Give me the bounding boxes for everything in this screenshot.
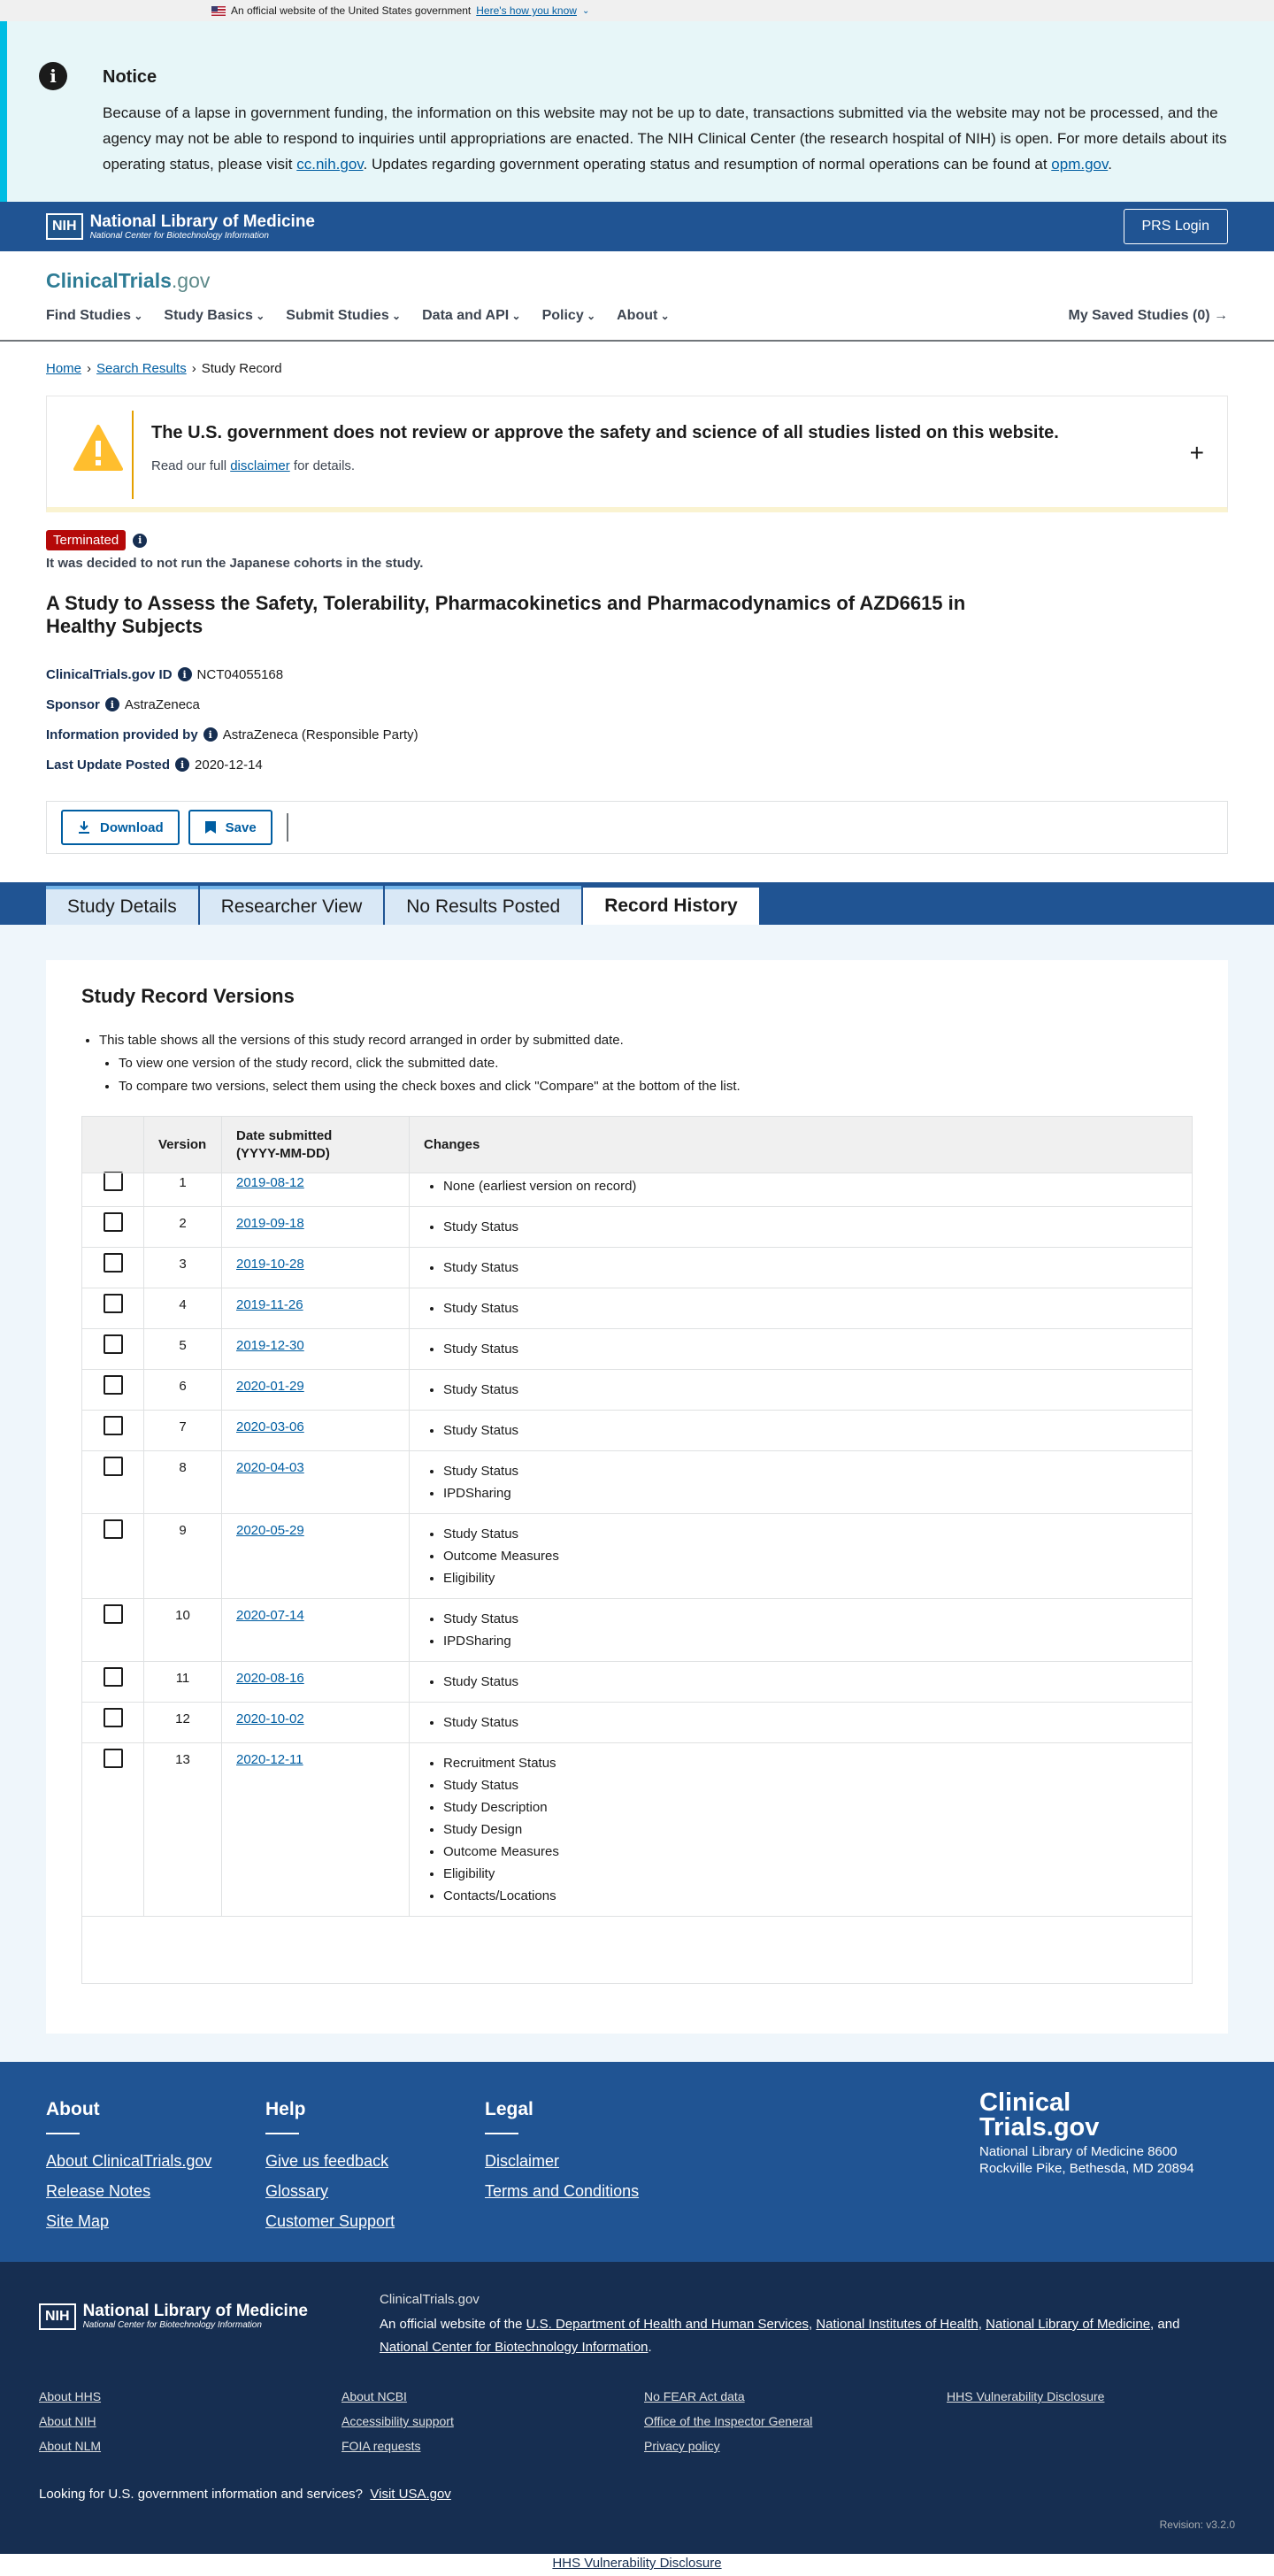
date-cell <box>222 1743 410 1917</box>
study-title: A Study to Assess the Safety, Tolerability, Pharmacokinetics and Pharmacodynamics of AZD6615 in Healthy Subjects <box>46 592 966 637</box>
change-item: • Outcome Measures <box>443 1841 1178 1863</box>
link-privacy[interactable]: Privacy policy <box>644 2439 720 2453</box>
date-cell <box>222 1207 410 1248</box>
tab-study-details[interactable]: Study Details <box>46 886 198 925</box>
info-icon[interactable]: i <box>133 534 147 548</box>
nlm-footer-logo[interactable] <box>39 2303 308 2330</box>
col-changes: Changes <box>410 1117 1193 1173</box>
compare-checkbox[interactable] <box>104 1375 123 1395</box>
changes-cell <box>410 1207 1193 1248</box>
changes-cell <box>410 1662 1193 1703</box>
compare-checkbox[interactable] <box>104 1294 123 1313</box>
change-item: • Outcome Measures <box>443 1545 1178 1567</box>
meta-row-sponsor <box>46 689 1228 719</box>
select-cell <box>82 1411 144 1451</box>
chevron-down-icon: ⌄ <box>581 5 590 16</box>
version-date-link[interactable]: 2019-11-26 <box>236 1297 303 1312</box>
table-row <box>82 1411 1193 1451</box>
footer-rule <box>485 2133 518 2134</box>
versions-table <box>81 1116 1193 1984</box>
change-item: • Study Status <box>443 1608 1178 1630</box>
breadcrumb-search-results[interactable]: Search Results <box>96 361 187 376</box>
table-row <box>82 1514 1193 1599</box>
tab-no-results-posted[interactable]: No Results Posted <box>385 886 581 925</box>
nih-logo-mark: NIH <box>39 2303 76 2330</box>
notice-title: Notice <box>103 67 157 87</box>
ncbi-link[interactable]: National Center for Biotechnology Information <box>380 2340 649 2355</box>
table-row <box>82 1451 1193 1514</box>
save-button[interactable] <box>188 810 272 845</box>
nih-link[interactable]: National Institutes of Health <box>816 2317 979 2332</box>
date-cell <box>222 1599 410 1662</box>
heres-how-you-know-link[interactable]: Here's how you know <box>476 4 577 17</box>
disclaimer-post: for details. <box>289 458 356 473</box>
footer-ctgov: ClinicalTrials.gov <box>380 2292 480 2307</box>
version-date-link[interactable]: 2020-08-16 <box>236 1671 304 1686</box>
change-item: • Eligibility <box>443 1863 1178 1885</box>
intro-item <box>99 1029 1193 1098</box>
version-number: 4 <box>144 1288 222 1329</box>
footer-link-disclaimer[interactable]: Disclaimer <box>485 2152 560 2170</box>
change-item: • None (earliest version on record) <box>443 1175 1178 1197</box>
footer-help-col <box>265 2099 395 2242</box>
footer-link-feedback[interactable]: Give us feedback <box>265 2152 389 2170</box>
clinicaltrials-logo[interactable] <box>46 269 210 293</box>
table-footer-row <box>82 1917 1193 1984</box>
compare-checkbox[interactable] <box>104 1667 123 1687</box>
versions-intro <box>81 1029 1193 1098</box>
versions-heading: Study Record Versions <box>81 985 295 1007</box>
nav-about[interactable]: About ⌄ <box>617 308 670 324</box>
provided-value: AstraZeneca (Responsible Party) <box>222 727 418 742</box>
notice-text-2: . Updates regarding government operating status and resumption of normal operations can be found at <box>363 156 1052 173</box>
official-pre: An official website of the <box>380 2317 526 2332</box>
info-icon[interactable]: i <box>203 727 218 742</box>
change-item: • Eligibility <box>443 1567 1178 1589</box>
footer-link-glossary[interactable]: Glossary <box>265 2182 329 2200</box>
footer-link-about[interactable]: About ClinicalTrials.gov <box>46 2152 212 2170</box>
change-item: • Study Status <box>443 1523 1178 1545</box>
intro-subitem: • To compare two versions, select them using the check boxes and click "Compare" at the bottom of the list. <box>119 1075 1193 1098</box>
table-row <box>82 1329 1193 1370</box>
official-and: , and <box>1150 2317 1180 2332</box>
action-bar <box>46 801 1228 854</box>
nlm-footer <box>0 2262 1274 2554</box>
info-icon: i <box>39 62 67 90</box>
footer-rule <box>46 2133 80 2134</box>
nav-data-and-api[interactable]: Data and API ⌄ <box>422 308 520 324</box>
link-hhs-vulnerability[interactable]: HHS Vulnerability Disclosure <box>947 2389 1105 2403</box>
change-item: • Study Status <box>443 1216 1178 1238</box>
changes-cell <box>410 1703 1193 1743</box>
footer-rule <box>265 2133 299 2134</box>
expand-icon[interactable]: + <box>1189 439 1204 466</box>
tab-record-history[interactable]: Record History <box>583 884 759 925</box>
warning-icon <box>73 423 123 473</box>
table-row <box>82 1599 1193 1662</box>
change-item: • Study Status <box>443 1711 1178 1734</box>
change-item: • Study Status <box>443 1297 1178 1319</box>
footer-logo-line1: Clinical <box>979 2088 1071 2117</box>
change-item: • Study Status <box>443 1379 1178 1401</box>
version-date-link[interactable]: 2019-09-18 <box>236 1216 304 1231</box>
table-row <box>82 1370 1193 1411</box>
intro-text: This table shows all the versions of this study record arranged in order by submitted date. <box>99 1033 624 1048</box>
changes-cell <box>410 1288 1193 1329</box>
version-number: 10 <box>144 1599 222 1662</box>
us-flag-icon <box>211 6 226 16</box>
logo-main: ClinicalTrials <box>46 269 172 292</box>
footer-heading: About <box>46 2099 100 2119</box>
table-row <box>82 1248 1193 1288</box>
sponsor-value: AstraZeneca <box>124 696 200 712</box>
footer-heading: Help <box>265 2099 306 2119</box>
bookmark-icon <box>204 820 217 834</box>
change-item: • Study Description <box>443 1796 1178 1819</box>
nav-study-basics[interactable]: Study Basics ⌄ <box>164 308 265 324</box>
notice-text-3: . <box>1108 156 1112 173</box>
link-about-nih[interactable]: About NIH <box>39 2414 96 2428</box>
change-item: • Study Status <box>443 1671 1178 1693</box>
nlm-link[interactable]: National Library of Medicine <box>986 2317 1151 2332</box>
meta-row-updated <box>46 750 1228 780</box>
nct-id: NCT04055168 <box>196 666 284 682</box>
footer-legal-col <box>485 2099 639 2212</box>
site-footer <box>0 2062 1274 2262</box>
disclaimer-title: The U.S. government does not review or approve the safety and science of all studies listed on this website. <box>151 423 1059 442</box>
change-item: • Recruitment Status <box>443 1752 1178 1774</box>
link-accessibility[interactable]: Accessibility support <box>342 2414 454 2428</box>
select-cell <box>82 1370 144 1411</box>
footer-logo[interactable] <box>979 2090 1209 2140</box>
footer-link-release-notes[interactable]: Release Notes <box>46 2182 151 2200</box>
version-number: 6 <box>144 1370 222 1411</box>
col-select <box>82 1117 144 1173</box>
usa-text: Looking for U.S. government information and services? <box>39 2487 364 2502</box>
version-date-link[interactable]: 2020-03-06 <box>236 1419 304 1434</box>
version-number: 9 <box>144 1514 222 1599</box>
select-cell <box>82 1248 144 1288</box>
breadcrumb-current: Study Record <box>201 361 282 376</box>
footer-heading: Legal <box>485 2099 533 2119</box>
version-number: 13 <box>144 1743 222 1917</box>
change-item: • IPDSharing <box>443 1482 1178 1504</box>
date-cell <box>222 1662 410 1703</box>
compare-checkbox[interactable] <box>104 1749 123 1768</box>
version-number: 2 <box>144 1207 222 1248</box>
nlm-footer-links <box>39 2389 1249 2453</box>
footer-logo-line2: Trials.gov <box>979 2113 1100 2142</box>
meta-label: Information provided by <box>46 727 198 742</box>
disclaimer-pre: Read our full <box>151 458 231 473</box>
hhs-link[interactable]: U.S. Department of Health and Human Services <box>526 2317 809 2332</box>
nlm-name: National Library of Medicine <box>89 211 315 231</box>
why-stopped: It was decided to not run the Japanese cohorts in the study. <box>46 556 424 571</box>
table-row <box>82 1662 1193 1703</box>
download-button[interactable] <box>61 810 180 845</box>
cc-nih-link[interactable]: cc.nih.gov <box>296 156 364 173</box>
nlm-subtitle: National Center for Biotechnology Information <box>82 2320 262 2330</box>
gov-banner <box>0 0 1274 21</box>
compare-checkbox[interactable] <box>104 1416 123 1435</box>
footer-link-site-map[interactable]: Site Map <box>46 2212 110 2230</box>
footer-brand <box>979 2090 1209 2177</box>
change-item: • Study Status <box>443 1338 1178 1360</box>
select-cell <box>82 1743 144 1917</box>
footer-about-col <box>46 2099 211 2242</box>
date-cell <box>222 1329 410 1370</box>
table-row <box>82 1173 1193 1207</box>
status-row <box>46 530 1228 550</box>
site-header <box>0 251 1274 342</box>
table-row <box>82 1703 1193 1743</box>
change-item: • Study Design <box>443 1819 1178 1841</box>
col-date <box>222 1117 410 1173</box>
usa-gov-line <box>39 2487 451 2502</box>
date-cell <box>222 1288 410 1329</box>
select-cell <box>82 1451 144 1514</box>
tab-researcher-view[interactable]: Researcher View <box>200 886 384 925</box>
disclaimer-link[interactable]: disclaimer <box>230 458 290 473</box>
action-divider <box>287 813 288 842</box>
version-date-link[interactable]: 2019-10-28 <box>236 1257 304 1272</box>
footer-link-support[interactable]: Customer Support <box>265 2212 395 2230</box>
funding-notice <box>0 21 1274 202</box>
notice-text-1: Because of a lapse in government funding, the information on this website may not be up to date, transactions submitted via the website may not be processed, and the agency may not be able to respond to inquiries until appropriations are enacted. The NIH Clinical Center (the research hospital of NIH) is open. For more details about its operating status, please visit <box>103 104 1227 173</box>
disclaimer-subtext <box>151 458 355 473</box>
changes-cell <box>410 1248 1193 1288</box>
changes-cell <box>410 1370 1193 1411</box>
changes-cell <box>410 1743 1193 1917</box>
changes-cell <box>410 1514 1193 1599</box>
compare-checkbox[interactable] <box>104 1172 123 1191</box>
hhs-vulnerability-link[interactable]: HHS Vulnerability Disclosure <box>552 2556 722 2571</box>
version-number: 3 <box>144 1248 222 1288</box>
breadcrumb-home[interactable]: Home <box>46 361 82 376</box>
version-date-link[interactable]: 2019-08-12 <box>236 1175 304 1190</box>
link-about-hhs[interactable]: About HHS <box>39 2389 102 2403</box>
table-row <box>82 1288 1193 1329</box>
last-update-value: 2020-12-14 <box>195 757 263 773</box>
change-item: • Study Status <box>443 1774 1178 1796</box>
prs-login-button[interactable]: PRS Login <box>1124 209 1229 244</box>
official-website-text: An official website of the U.S. Department of Health and Human Services, National Institutes of Health, National Library of Medicine, and National Center for Biotechnology Information. <box>380 2317 1180 2355</box>
table-row <box>82 1207 1193 1248</box>
usa-gov-link[interactable]: Visit USA.gov <box>370 2487 451 2502</box>
version-number: 11 <box>144 1662 222 1703</box>
select-cell <box>82 1662 144 1703</box>
date-cell <box>222 1514 410 1599</box>
select-cell <box>82 1599 144 1662</box>
save-label: Save <box>225 819 257 835</box>
date-cell <box>222 1411 410 1451</box>
disclaimer-divider <box>132 411 134 499</box>
intro-subitem: • To view one version of the study record, click the submitted date. <box>119 1052 1193 1075</box>
status-badge: Terminated <box>46 530 126 550</box>
meta-label: Sponsor <box>46 696 100 712</box>
grid-spacer <box>947 2439 1249 2453</box>
changes-cell <box>410 1411 1193 1451</box>
logo-suffix: .gov <box>171 269 211 292</box>
my-saved-studies-link[interactable]: My Saved Studies (0) → <box>1068 308 1228 323</box>
link-foia[interactable]: FOIA requests <box>342 2439 421 2453</box>
version-date-link[interactable]: 2020-07-14 <box>236 1608 304 1623</box>
nav-policy[interactable]: Policy ⌄ <box>542 308 596 324</box>
footer-address: National Library of Medicine 8600 Rockville Pike, Bethesda, MD 20894 <box>979 2144 1194 2176</box>
version-number: 1 <box>144 1173 222 1207</box>
revision-text: Revision: v3.2.0 <box>1159 2518 1235 2531</box>
change-item: • Contacts/Locations <box>443 1885 1178 1907</box>
select-cell <box>82 1288 144 1329</box>
change-item: • Study Status <box>443 1419 1178 1442</box>
version-date-link[interactable]: 2020-01-29 <box>236 1379 304 1394</box>
nav-submit-studies[interactable]: Submit Studies ⌄ <box>286 308 401 324</box>
change-item: • IPDSharing <box>443 1630 1178 1652</box>
versions-card <box>46 960 1228 2034</box>
footer-link-terms[interactable]: Terms and Conditions <box>485 2182 640 2200</box>
compare-checkbox[interactable] <box>104 1334 123 1354</box>
link-about-ncbi[interactable]: About NCBI <box>342 2389 407 2403</box>
changes-cell <box>410 1451 1193 1514</box>
date-cell <box>222 1370 410 1411</box>
change-item: • Study Status <box>443 1460 1178 1482</box>
meta-label: Last Update Posted <box>46 757 171 773</box>
select-cell <box>82 1514 144 1599</box>
study-tabs <box>0 882 1274 925</box>
meta-label: ClinicalTrials.gov ID <box>46 666 173 682</box>
version-date-link[interactable]: 2020-10-02 <box>236 1711 304 1726</box>
compare-checkbox[interactable] <box>104 1212 123 1232</box>
main-nav <box>46 308 670 324</box>
grid-spacer <box>947 2414 1249 2428</box>
date-cell <box>222 1703 410 1743</box>
compare-checkbox[interactable] <box>104 1604 123 1624</box>
date-cell <box>222 1173 410 1207</box>
link-about-nlm[interactable]: About NLM <box>39 2439 102 2453</box>
table-row <box>82 1743 1193 1917</box>
date-cell <box>222 1248 410 1288</box>
nav-find-studies[interactable]: Find Studies ⌄ <box>46 308 142 324</box>
version-number: 12 <box>144 1703 222 1743</box>
version-number: 8 <box>144 1451 222 1514</box>
breadcrumb-separator: › <box>87 361 92 376</box>
version-date-link[interactable]: 2019-12-30 <box>236 1338 304 1353</box>
record-history-section <box>0 925 1274 2062</box>
download-label: Download <box>100 819 164 835</box>
changes-cell <box>410 1329 1193 1370</box>
changes-cell <box>410 1173 1193 1207</box>
info-icon[interactable]: i <box>105 697 119 711</box>
col-version: Version <box>144 1117 222 1173</box>
nih-logo-mark: NIH <box>46 213 83 240</box>
select-cell <box>82 1703 144 1743</box>
nlm-subtitle: National Center for Biotechnology Information <box>89 230 269 241</box>
link-inspector-general[interactable]: Office of the Inspector General <box>644 2414 813 2428</box>
meta-row-provided <box>46 719 1228 750</box>
nlm-header <box>0 202 1274 251</box>
select-cell <box>82 1207 144 1248</box>
study-meta <box>46 659 1228 780</box>
compare-checkbox[interactable] <box>104 1519 123 1539</box>
nlm-logo[interactable] <box>46 213 315 241</box>
compare-checkbox[interactable] <box>104 1708 123 1727</box>
compare-checkbox[interactable] <box>104 1457 123 1476</box>
info-icon[interactable]: i <box>178 667 192 681</box>
version-date-link[interactable]: 2020-12-11 <box>236 1752 303 1767</box>
select-cell <box>82 1329 144 1370</box>
breadcrumb <box>0 342 1274 396</box>
date-cell <box>222 1451 410 1514</box>
meta-row-id <box>46 659 1228 689</box>
nlm-name: National Library of Medicine <box>82 2302 308 2320</box>
gov-banner-text: An official website of the United States government <box>231 4 472 17</box>
versions-table-body <box>82 1173 1193 1984</box>
bottom-link-row <box>0 2554 1274 2576</box>
empty-cell <box>82 1917 1193 1984</box>
version-date-link[interactable]: 2020-04-03 <box>236 1460 304 1475</box>
info-icon[interactable]: i <box>175 757 189 772</box>
table-header-row <box>82 1117 1193 1173</box>
download-icon <box>77 820 91 834</box>
version-number: 5 <box>144 1329 222 1370</box>
notice-body <box>103 100 1235 177</box>
version-number: 7 <box>144 1411 222 1451</box>
select-cell <box>82 1173 144 1207</box>
compare-checkbox[interactable] <box>104 1253 123 1273</box>
disclaimer-alert <box>46 396 1228 512</box>
col-date-label: Date submitted <box>236 1127 333 1143</box>
link-no-fear-act[interactable]: No FEAR Act data <box>644 2389 745 2403</box>
changes-cell <box>410 1599 1193 1662</box>
change-item: • Study Status <box>443 1257 1178 1279</box>
col-date-format: (YYYY-MM-DD) <box>236 1145 330 1161</box>
version-date-link[interactable]: 2020-05-29 <box>236 1523 304 1538</box>
breadcrumb-separator: › <box>191 361 196 376</box>
opm-link[interactable]: opm.gov <box>1051 156 1109 173</box>
